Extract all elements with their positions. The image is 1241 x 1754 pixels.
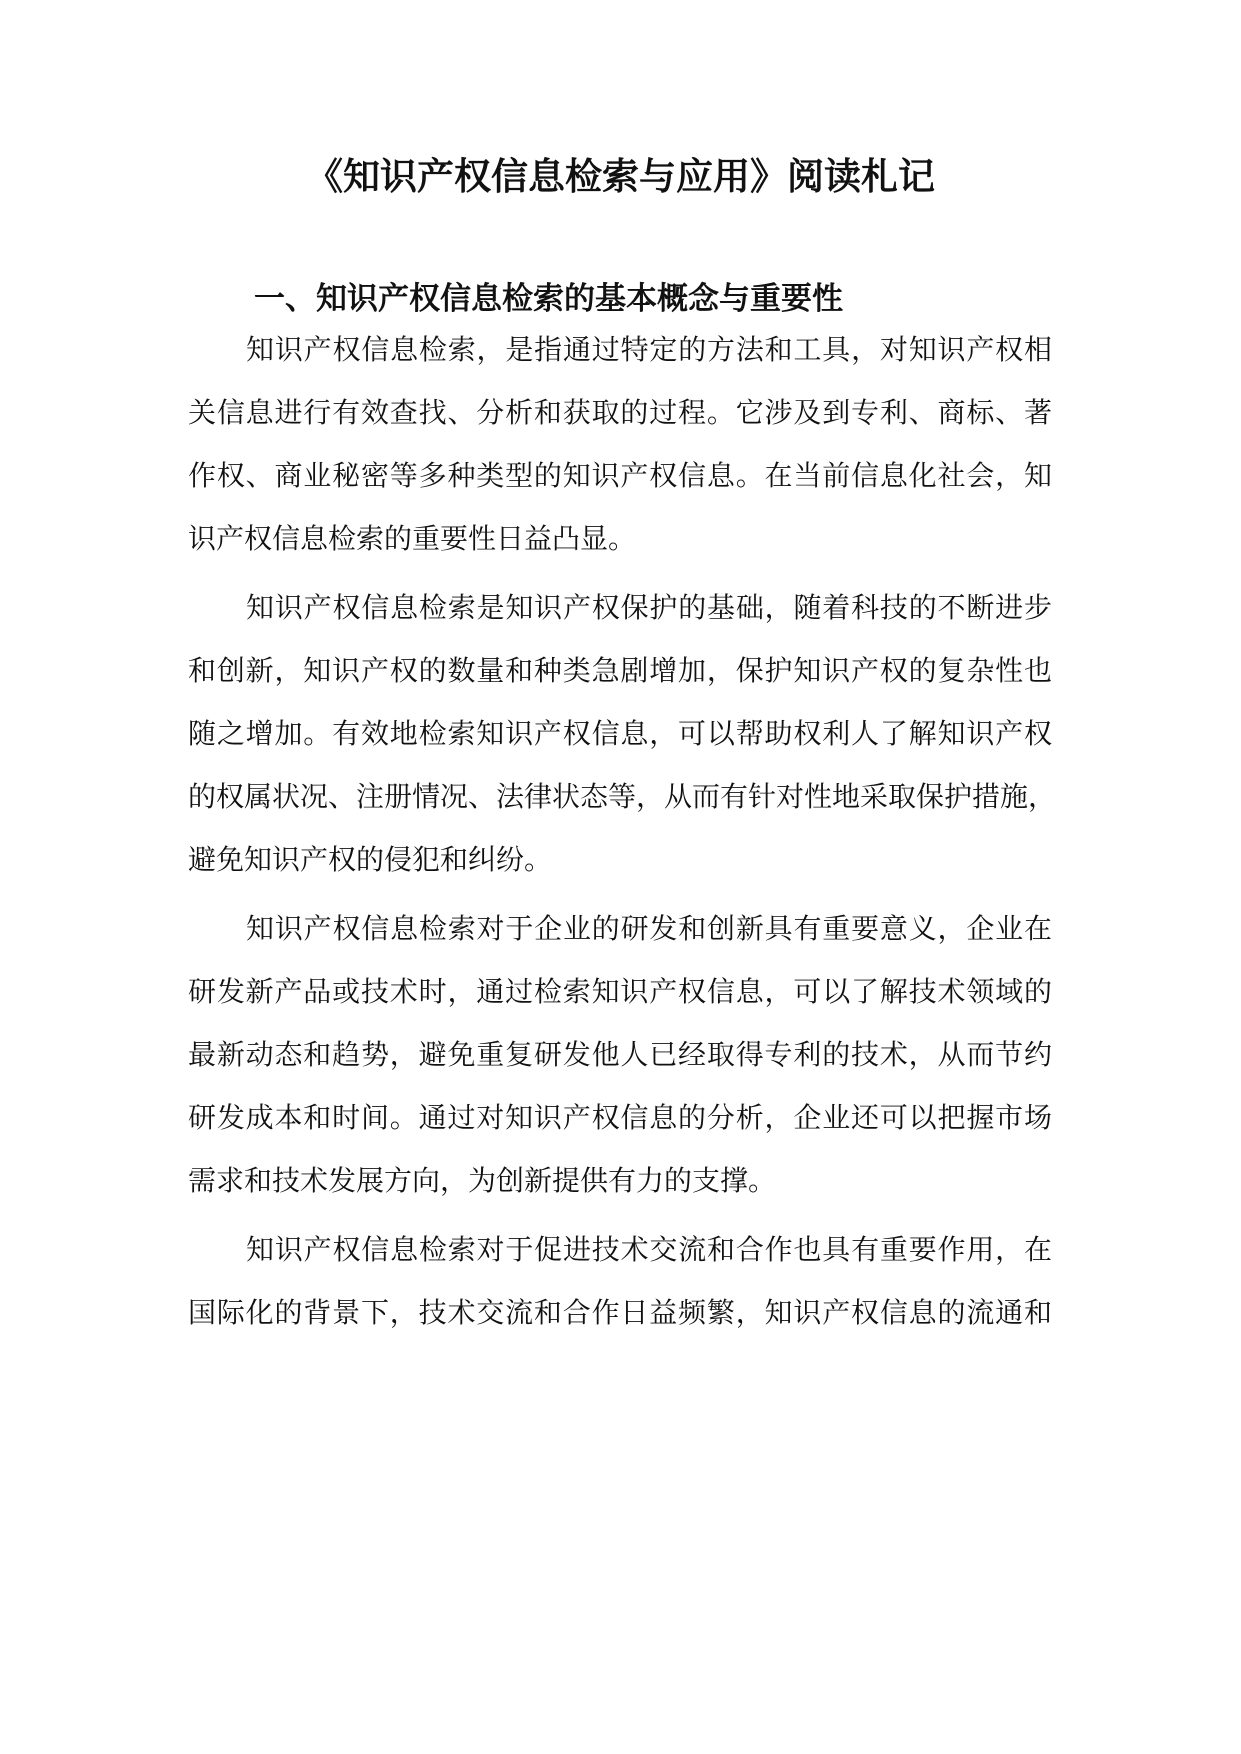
paragraph-line: 知识产权信息检索，是指通过特定的方法和工具，对知识产权相 — [246, 333, 1052, 366]
paragraph-line: 随之增加。有效地检索知识产权信息，可以帮助权利人了解知识产权 — [188, 717, 1052, 750]
paragraph-line: 最新动态和趋势，避免重复研发他人已经取得专利的技术，从而节约 — [188, 1038, 1052, 1071]
paragraph-line: 的权属状况、注册情况、法律状态等，从而有针对性地采取保护措施， — [188, 780, 1057, 813]
paragraph-line: 知识产权信息检索对于企业的研发和创新具有重要意义，企业在 — [246, 912, 1052, 945]
paragraph-line: 和创新，知识产权的数量和种类急剧增加，保护知识产权的复杂性也 — [188, 654, 1052, 687]
paragraph-line: 知识产权信息检索是知识产权保护的基础，随着科技的不断进步 — [246, 591, 1052, 624]
paragraph-line: 避免知识产权的侵犯和纠纷。 — [188, 843, 553, 876]
paragraph-line: 识产权信息检索的重要性日益凸显。 — [188, 522, 637, 555]
paragraph-line: 知识产权信息检索对于促进技术交流和合作也具有重要作用，在 — [246, 1233, 1052, 1266]
section-heading: 一、知识产权信息检索的基本概念与重要性 — [254, 281, 843, 317]
paragraph-line: 作权、商业秘密等多种类型的知识产权信息。在当前信息化社会，知 — [188, 459, 1052, 492]
paragraph-line: 需求和技术发展方向，为创新提供有力的支撑。 — [188, 1164, 777, 1197]
document-title: 《知识产权信息检索与应用》阅读札记 — [306, 154, 935, 198]
paragraph-line: 国际化的背景下，技术交流和合作日益频繁，知识产权信息的流通和 — [188, 1296, 1052, 1329]
paragraph-line: 关信息进行有效查找、分析和获取的过程。它涉及到专利、商标、著 — [188, 396, 1052, 429]
paragraph-line: 研发新产品或技术时，通过检索知识产权信息，可以了解技术领域的 — [188, 975, 1052, 1008]
paragraph-line: 研发成本和时间。通过对知识产权信息的分析，企业还可以把握市场 — [188, 1101, 1052, 1134]
